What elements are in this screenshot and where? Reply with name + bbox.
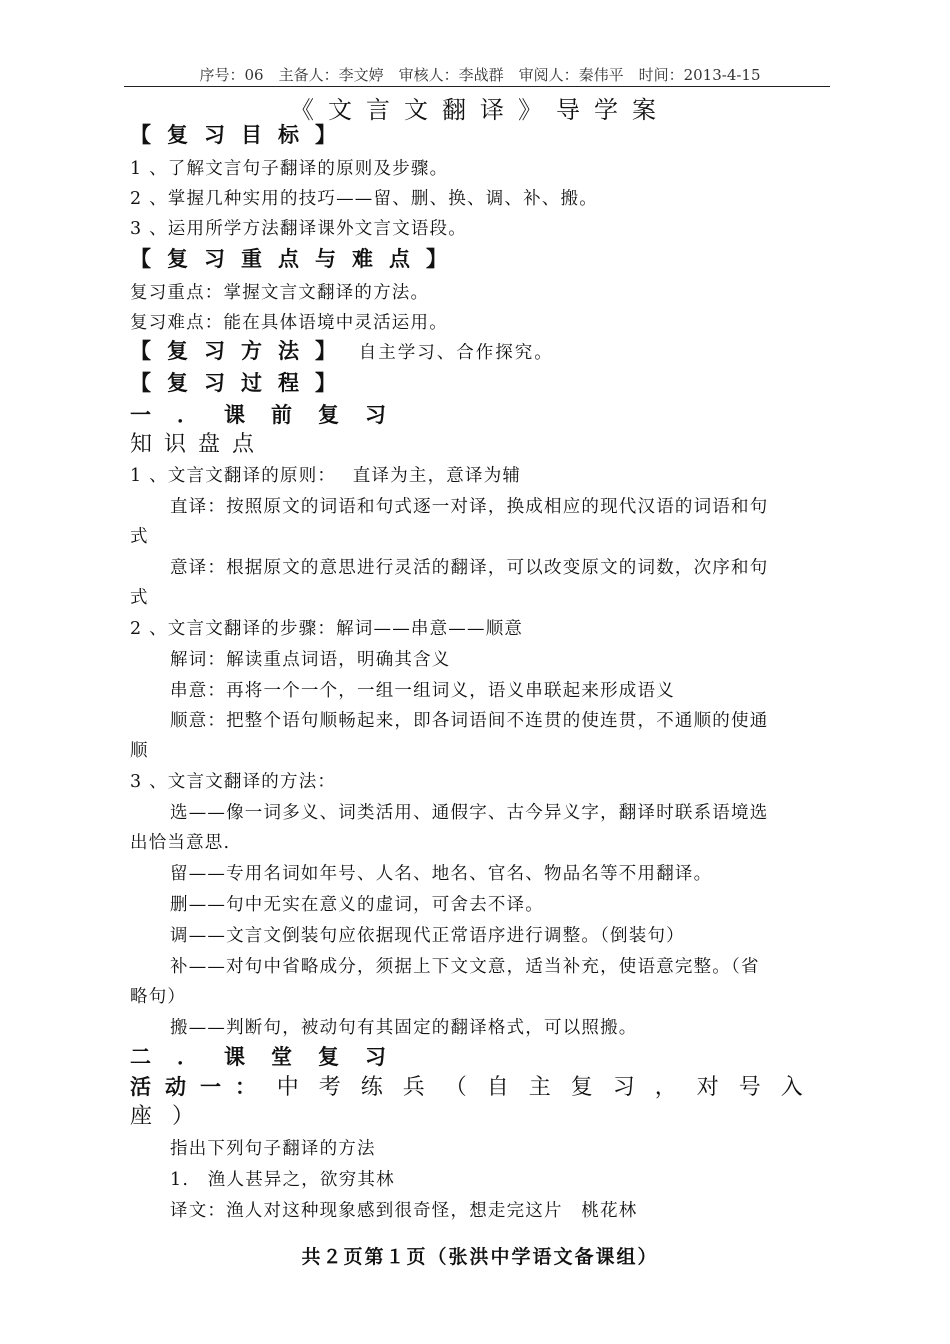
method-move: 搬——判断句，被动句有其固定的翻译格式，可以照搬。 [170,1018,638,1038]
instruction-line: 指出下列句子翻译的方法 [170,1139,376,1159]
process-heading: 【复习过程】 [130,370,352,395]
focus-heading: 【复习重点与难点】 [130,246,463,271]
principle-line: 1 、文言文翻译的原则： 直译为主，意译为辅 [130,466,522,486]
method-delete: 删——句中无实在意义的虚词，可舍去不译。 [170,895,544,915]
page-footer: 共２页第１页（张洪中学语文备课组） [301,1246,659,1268]
literal-line-2: 式 [130,527,149,547]
method-supply-2: 略句） [130,987,187,1007]
step-smooth-2: 顺 [130,741,149,761]
header-divider [124,86,830,87]
method-select-2: 出恰当意思. [130,833,231,853]
goal-item-3: 3 、运用所学方法翻译课外文言文语段。 [130,219,467,239]
free-line-1: 意译：根据原文的意思进行灵活的翻译，可以改变原文的词数，次序和句 [170,558,769,578]
part1-subheading: 知识盘点 [130,432,267,457]
methods-line: 3 、文言文翻译的方法： [130,772,337,792]
part2-heading: 二．课堂复习 [130,1044,412,1069]
steps-line: 2 、文言文翻译的步骤：解词——串意——顺意 [130,619,524,639]
goal-item-2: 2 、掌握几种实用的技巧——留、删、换、调、补、搬。 [130,189,598,209]
activity-row [130,1074,823,1102]
part1-heading: 一．课前复习 [130,402,412,427]
focus-key: 复习重点：掌握文言文翻译的方法。 [130,283,430,303]
method-keep: 留——专用名词如年号、人名、地名、官名、物品名等不用翻译。 [170,864,713,884]
step-smooth-1: 顺意：把整个语句顺畅起来，即各词语间不连贯的使连贯，不通顺的使通 [170,711,769,731]
question-1-translation: 译文：渔人对这种现象感到很奇怪，想走完这片 桃花林 [170,1201,638,1221]
activity-title: 中考练兵（自主复习，对号入 [276,1075,823,1100]
document-header: 序号：06 主备人：李文婷 审核人：李战群 审阅人：秦伟平 时间：2013-4-15 [199,66,761,84]
method-supply-1: 补——对句中省略成分，须据上下文文意，适当补充，使语意完整。（省 [170,957,760,977]
focus-difficult: 复习难点：能在具体语境中灵活运用。 [130,313,448,333]
question-1: 1. 渔人甚异之，欲穷其林 [170,1170,395,1190]
method-text: 自主学习、合作探究。 [358,343,554,363]
goal-item-1: 1 、了解文言句子翻译的原则及步骤。 [130,159,449,179]
literal-line-1: 直译：按照原文的词语和句式逐一对译，换成相应的现代汉语的词语和句 [170,497,769,517]
step-words: 解词：解读重点词语，明确其含义 [170,650,451,670]
free-line-2: 式 [130,588,149,608]
activity-title-cont: 座） [130,1104,215,1129]
method-row [130,338,554,366]
step-link: 串意：再将一个一个，一组一组词义，语义串联起来形成语义 [170,681,675,701]
activity-label: 活动一： [130,1074,270,1099]
method-select-1: 选——像一词多义、词类活用、通假字、古今异义字，翻译时联系语境选 [170,803,769,823]
document-title: 《文言文翻译》导学案 [290,96,670,124]
goals-heading: 【复习目标】 [130,122,352,147]
method-heading: 【复习方法】 [130,338,352,363]
method-adjust: 调——文言文倒装句应依据现代正常语序进行调整。（倒装句） [170,926,685,946]
